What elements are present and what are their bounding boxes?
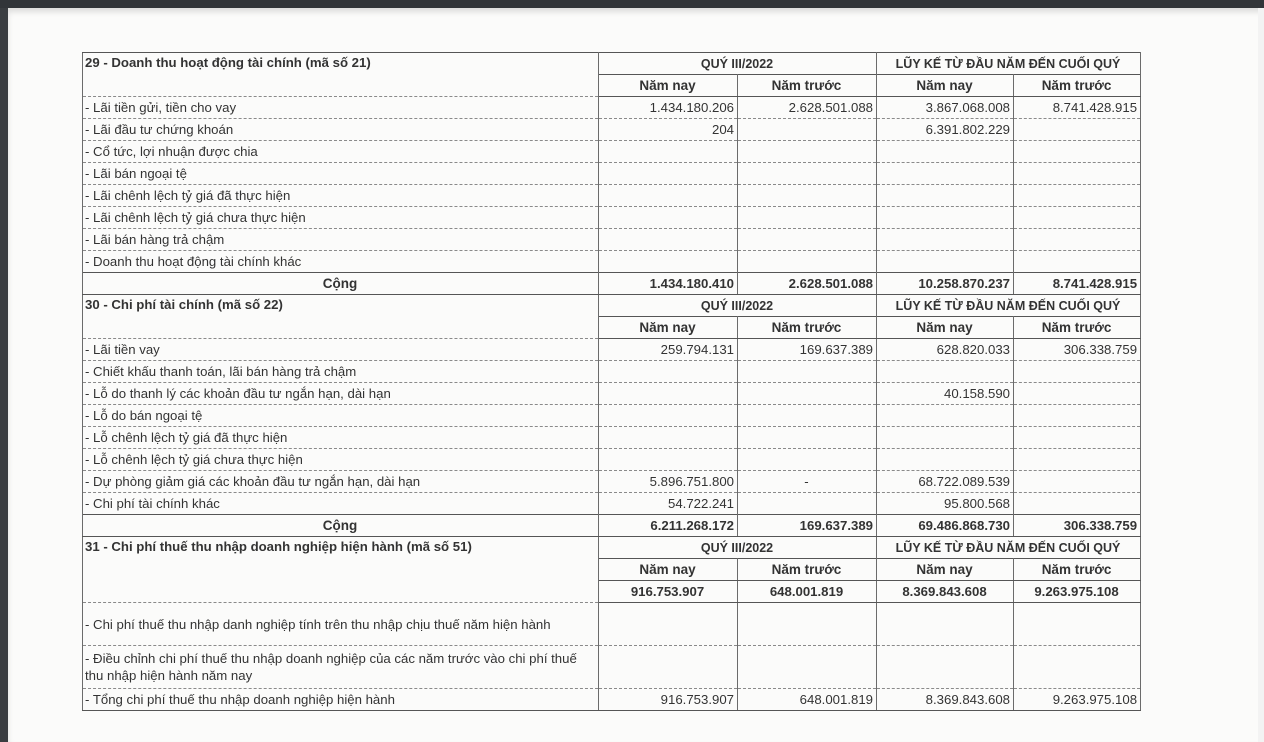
q-this-value — [599, 229, 738, 251]
section-title: 29 - Doanh thu hoạt động tài chính (mã số 21) — [83, 53, 599, 97]
section-29-header-row — [83, 53, 1141, 75]
section-title: 31 - Chi phí thuế thu nhập doanh nghiệp hiện hành (mã số 51) — [83, 537, 599, 603]
ytd-this-value — [877, 229, 1014, 251]
col-ytd-prior-year: Năm trước — [1014, 559, 1141, 581]
summary-q-this: 916.753.907 — [599, 581, 738, 603]
q-this-value: 5.896.751.800 — [599, 471, 738, 493]
q-this-value: 259.794.131 — [599, 339, 738, 361]
row-label: - Lãi đầu tư chứng khoán — [83, 119, 599, 141]
col-q-prior-year: Năm trước — [738, 559, 877, 581]
q-prior-value: 169.637.389 — [738, 339, 877, 361]
ytd-prior-value — [1014, 427, 1141, 449]
q-this-value: 1.434.180.206 — [599, 97, 738, 119]
col-ytd-this-year: Năm nay — [877, 75, 1014, 97]
ytd-this-value — [877, 185, 1014, 207]
col-q-this-year: Năm nay — [599, 75, 738, 97]
ytd-this-value: 6.391.802.229 — [877, 119, 1014, 141]
ytd-prior-value — [1014, 603, 1141, 646]
q-this-value: 916.753.907 — [599, 689, 738, 711]
section-31-header-row — [83, 537, 1141, 559]
ytd-this-value — [877, 405, 1014, 427]
q-this-value — [599, 405, 738, 427]
total-ytd-prior: 306.338.759 — [1014, 515, 1141, 537]
ytd-this-value — [877, 207, 1014, 229]
ytd-prior-value — [1014, 251, 1141, 273]
q-prior-value — [738, 119, 877, 141]
table-row — [83, 603, 1141, 646]
row-label: - Lãi chênh lệch tỷ giá đã thực hiện — [83, 185, 599, 207]
q-prior-value — [738, 229, 877, 251]
row-label: - Lỗ do bán ngoại tệ — [83, 405, 599, 427]
total-q-this: 6.211.268.172 — [599, 515, 738, 537]
section-30-header-row — [83, 295, 1141, 317]
q-prior-value: 2.628.501.088 — [738, 97, 877, 119]
table-row — [83, 97, 1141, 119]
q-this-value — [599, 141, 738, 163]
q-prior-value — [738, 207, 877, 229]
ytd-this-value — [877, 449, 1014, 471]
q-prior-value — [738, 449, 877, 471]
q-prior-value — [738, 383, 877, 405]
ytd-prior-value: 8.741.428.915 — [1014, 97, 1141, 119]
col-q-prior-year: Năm trước — [738, 75, 877, 97]
table-row — [83, 207, 1141, 229]
row-label: - Doanh thu hoạt động tài chính khác — [83, 251, 599, 273]
q-this-value — [599, 185, 738, 207]
viewer-top-bar — [0, 0, 1264, 8]
table-row — [83, 405, 1141, 427]
row-label: - Lãi tiền gửi, tiền cho vay — [83, 97, 599, 119]
q-this-value — [599, 207, 738, 229]
table-row — [83, 229, 1141, 251]
total-ytd-this: 69.486.868.730 — [877, 515, 1014, 537]
summary-q-prior: 648.001.819 — [738, 581, 877, 603]
summary-ytd-this: 8.369.843.608 — [877, 581, 1014, 603]
table-row — [83, 185, 1141, 207]
q-prior-value — [738, 493, 877, 515]
page-right-edge — [1258, 8, 1264, 742]
q-this-value — [599, 427, 738, 449]
ytd-prior-value — [1014, 493, 1141, 515]
ytd-this-value: 3.867.068.008 — [877, 97, 1014, 119]
ytd-this-value: 40.158.590 — [877, 383, 1014, 405]
q-this-value — [599, 251, 738, 273]
total-q-prior: 2.628.501.088 — [738, 273, 877, 295]
ytd-prior-value — [1014, 471, 1141, 493]
row-label: - Lỗ chênh lệch tỷ giá đã thực hiện — [83, 427, 599, 449]
q-prior-value — [738, 251, 877, 273]
q-prior-value — [738, 405, 877, 427]
q-prior-value — [738, 141, 877, 163]
ytd-prior-value — [1014, 361, 1141, 383]
col-ytd-this-year: Năm nay — [877, 559, 1014, 581]
summary-ytd-prior: 9.263.975.108 — [1014, 581, 1141, 603]
q-this-value: 54.722.241 — [599, 493, 738, 515]
ytd-prior-value — [1014, 207, 1141, 229]
ytd-prior-value — [1014, 163, 1141, 185]
row-label: - Chi phí thuế thu nhập danh nghiệp tính trên thu nhập chịu thuế năm hiện hành — [83, 603, 599, 646]
row-label: - Lỗ chênh lệch tỷ giá chưa thực hiện — [83, 449, 599, 471]
table-row — [83, 493, 1141, 515]
ytd-prior-value — [1014, 119, 1141, 141]
section-title: 30 - Chi phí tài chính (mã số 22) — [83, 295, 599, 339]
row-label: - Lãi tiền vay — [83, 339, 599, 361]
q-this-value — [599, 603, 738, 646]
period-header: QUÝ III/2022 — [599, 295, 877, 317]
table-row — [83, 361, 1141, 383]
ytd-prior-value — [1014, 185, 1141, 207]
row-label: - Lãi bán hàng trả chậm — [83, 229, 599, 251]
q-prior-value — [738, 361, 877, 383]
ytd-prior-value — [1014, 405, 1141, 427]
total-label: Cộng — [83, 515, 599, 537]
ytd-prior-value — [1014, 229, 1141, 251]
ytd-this-value — [877, 141, 1014, 163]
row-label: - Lãi chênh lệch tỷ giá chưa thực hiện — [83, 207, 599, 229]
table-row — [83, 449, 1141, 471]
q-prior-value — [738, 603, 877, 646]
q-prior-value — [738, 163, 877, 185]
financial-notes-table — [82, 52, 1141, 711]
table-row — [83, 646, 1141, 689]
ytd-this-value — [877, 603, 1014, 646]
total-q-this: 1.434.180.410 — [599, 273, 738, 295]
q-this-value — [599, 361, 738, 383]
col-q-this-year: Năm nay — [599, 317, 738, 339]
section-30-total-row — [83, 515, 1141, 537]
total-q-prior: 169.637.389 — [738, 515, 877, 537]
ytd-this-value — [877, 361, 1014, 383]
ytd-this-value — [877, 646, 1014, 689]
q-this-value — [599, 383, 738, 405]
row-label: - Dự phòng giảm giá các khoản đầu tư ngắn hạn, dài hạn — [83, 471, 599, 493]
ytd-this-value — [877, 163, 1014, 185]
q-this-value — [599, 646, 738, 689]
ytd-this-value — [877, 251, 1014, 273]
col-ytd-this-year: Năm nay — [877, 317, 1014, 339]
col-ytd-prior-year: Năm trước — [1014, 317, 1141, 339]
cumulative-header: LŨY KẾ TỪ ĐẦU NĂM ĐẾN CUỐI QUÝ — [877, 537, 1141, 559]
total-ytd-this: 10.258.870.237 — [877, 273, 1014, 295]
table-row — [83, 427, 1141, 449]
col-q-prior-year: Năm trước — [738, 317, 877, 339]
table-row — [83, 163, 1141, 185]
q-prior-value — [738, 646, 877, 689]
ytd-prior-value — [1014, 383, 1141, 405]
ytd-this-value: 8.369.843.608 — [877, 689, 1014, 711]
ytd-this-value: 68.722.089.539 — [877, 471, 1014, 493]
table-row — [83, 119, 1141, 141]
q-this-value — [599, 449, 738, 471]
row-label: - Chi phí tài chính khác — [83, 493, 599, 515]
q-this-value: 204 — [599, 119, 738, 141]
total-ytd-prior: 8.741.428.915 — [1014, 273, 1141, 295]
q-this-value — [599, 163, 738, 185]
table-row — [83, 689, 1141, 711]
table-row — [83, 339, 1141, 361]
ytd-this-value: 95.800.568 — [877, 493, 1014, 515]
ytd-prior-value — [1014, 141, 1141, 163]
q-prior-value: - — [738, 471, 877, 493]
ytd-prior-value — [1014, 646, 1141, 689]
cumulative-header: LŨY KẾ TỪ ĐẦU NĂM ĐẾN CUỐI QUÝ — [877, 295, 1141, 317]
total-label: Cộng — [83, 273, 599, 295]
q-prior-value — [738, 185, 877, 207]
table-row — [83, 383, 1141, 405]
ytd-prior-value: 9.263.975.108 — [1014, 689, 1141, 711]
cumulative-header: LŨY KẾ TỪ ĐẦU NĂM ĐẾN CUỐI QUÝ — [877, 53, 1141, 75]
q-prior-value: 648.001.819 — [738, 689, 877, 711]
row-label: - Chiết khấu thanh toán, lãi bán hàng trả chậm — [83, 361, 599, 383]
row-label: - Lỗ do thanh lý các khoản đầu tư ngắn hạn, dài hạn — [83, 383, 599, 405]
row-label: - Cổ tức, lợi nhuận được chia — [83, 141, 599, 163]
col-ytd-prior-year: Năm trước — [1014, 75, 1141, 97]
period-header: QUÝ III/2022 — [599, 537, 877, 559]
period-header: QUÝ III/2022 — [599, 53, 877, 75]
row-label: - Lãi bán ngoại tệ — [83, 163, 599, 185]
ytd-prior-value: 306.338.759 — [1014, 339, 1141, 361]
table-row — [83, 141, 1141, 163]
ytd-this-value: 628.820.033 — [877, 339, 1014, 361]
section-29-total-row — [83, 273, 1141, 295]
table-row — [83, 471, 1141, 493]
row-label: - Tổng chi phí thuế thu nhập doanh nghiệp hiện hành — [83, 689, 599, 711]
table-row — [83, 251, 1141, 273]
ytd-this-value — [877, 427, 1014, 449]
row-label: - Điều chỉnh chi phí thuế thu nhập doanh nghiệp của các năm trước vào chi phí thuế thu nhập hiện hành năm nay — [83, 646, 599, 689]
q-prior-value — [738, 427, 877, 449]
ytd-prior-value — [1014, 449, 1141, 471]
col-q-this-year: Năm nay — [599, 559, 738, 581]
